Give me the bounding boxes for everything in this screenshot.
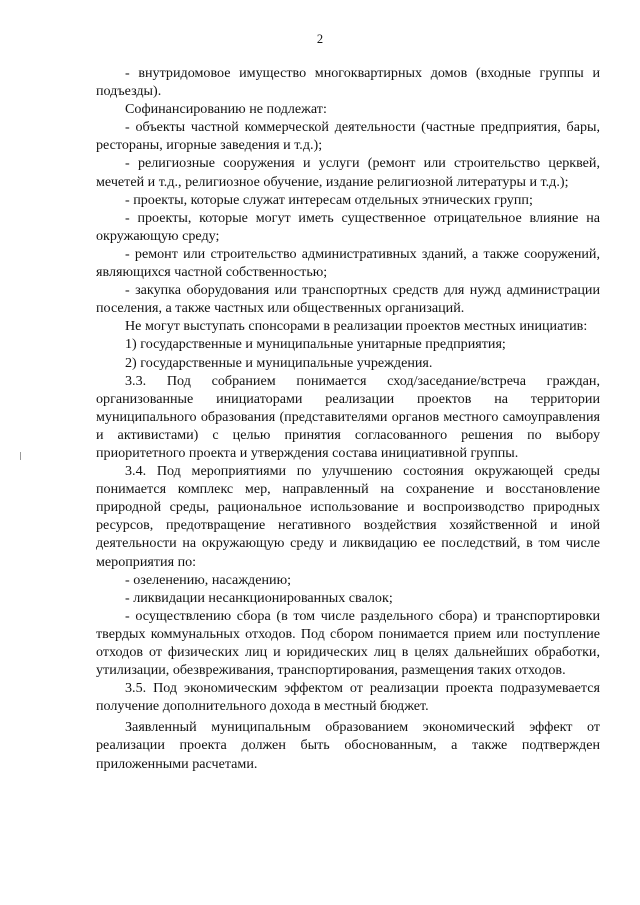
paragraph: - проекты, которые служат интересам отдельных этнических групп; bbox=[125, 191, 533, 208]
paragraph: Не могут выступать спонсорами в реализации проектов местных инициатив: bbox=[125, 318, 588, 335]
paragraph: - озеленению, насаждению; bbox=[125, 571, 292, 588]
paragraph: - внутридомовое имущество многоквартирных домов (входные группы и подъезды). bbox=[96, 65, 600, 100]
page-number: 2 bbox=[316, 32, 324, 46]
paragraph: 2) государственные и муниципальные учреждения. bbox=[125, 354, 433, 371]
paragraph: Софинансированию не подлежат: bbox=[125, 101, 327, 118]
document-body bbox=[96, 64, 600, 773]
paragraph: 3.4. Под мероприятиями по улучшению состояния окружающей среды понимается комплекс мер, направленный на сохранение и восстановление природной среды, рациональное использование и воспроизводство природных ресурсов, предотвращение негативного воздействия хозяйственной и иной деятельности на окружающую среду и ликвидацию ее последствий, в том числе мероприятия по: bbox=[96, 463, 600, 570]
paragraph: - религиозные сооружения и услуги (ремонт или строительство церквей, мечетей и т.д., религиозное обучение, издание религиозной литературы и т.д.); bbox=[96, 155, 600, 190]
paragraph: 1) государственные и муниципальные унитарные предприятия; bbox=[125, 336, 506, 353]
paragraph: Заявленный муниципальным образованием экономический эффект от реализации проекта должен быть обоснованным, а также подтвержден приложенными расчетами. bbox=[96, 719, 600, 772]
paragraph: - объекты частной коммерческой деятельности (частные предприятия, бары, рестораны, игорные заведения и т.д.); bbox=[96, 119, 600, 154]
paragraph: 3.5. Под экономическим эффектом от реализации проекта подразумевается получение дополнительного дохода в местный бюджет. bbox=[96, 680, 600, 715]
paragraph: - ремонт или строительство административных зданий, а также сооружений, являющихся частной собственностью; bbox=[96, 245, 600, 281]
paragraph: - закупка оборудования или транспортных средств для нужд администрации поселения, а также частных или общественных организаций. bbox=[96, 282, 600, 317]
margin-mark bbox=[20, 452, 21, 460]
paragraph: - проекты, которые могут иметь существенное отрицательное влияние на окружающую среду; bbox=[96, 209, 600, 244]
paragraph: - осуществлению сбора (в том числе раздельного сбора) и транспортировки твердых коммунальных отходов. Под сбором понимается прием или поступление отходов от физических лиц и юридических лиц в целях дальнейших обработки, утилизации, обезвреживания, транспортирования, размещения таких отходов. bbox=[96, 607, 600, 679]
paragraph: - ликвидации несанкционированных свалок; bbox=[125, 589, 393, 606]
paragraph: 3.3. Под собранием понимается сход/заседание/встреча граждан, организованные инициаторами реализации проектов на территории муниципального образования (представителями органов местного самоуправления и активистами) с целью принятия согласованного решения по выбору приоритетного проекта и утверждения состава инициативной группы. bbox=[96, 372, 600, 461]
